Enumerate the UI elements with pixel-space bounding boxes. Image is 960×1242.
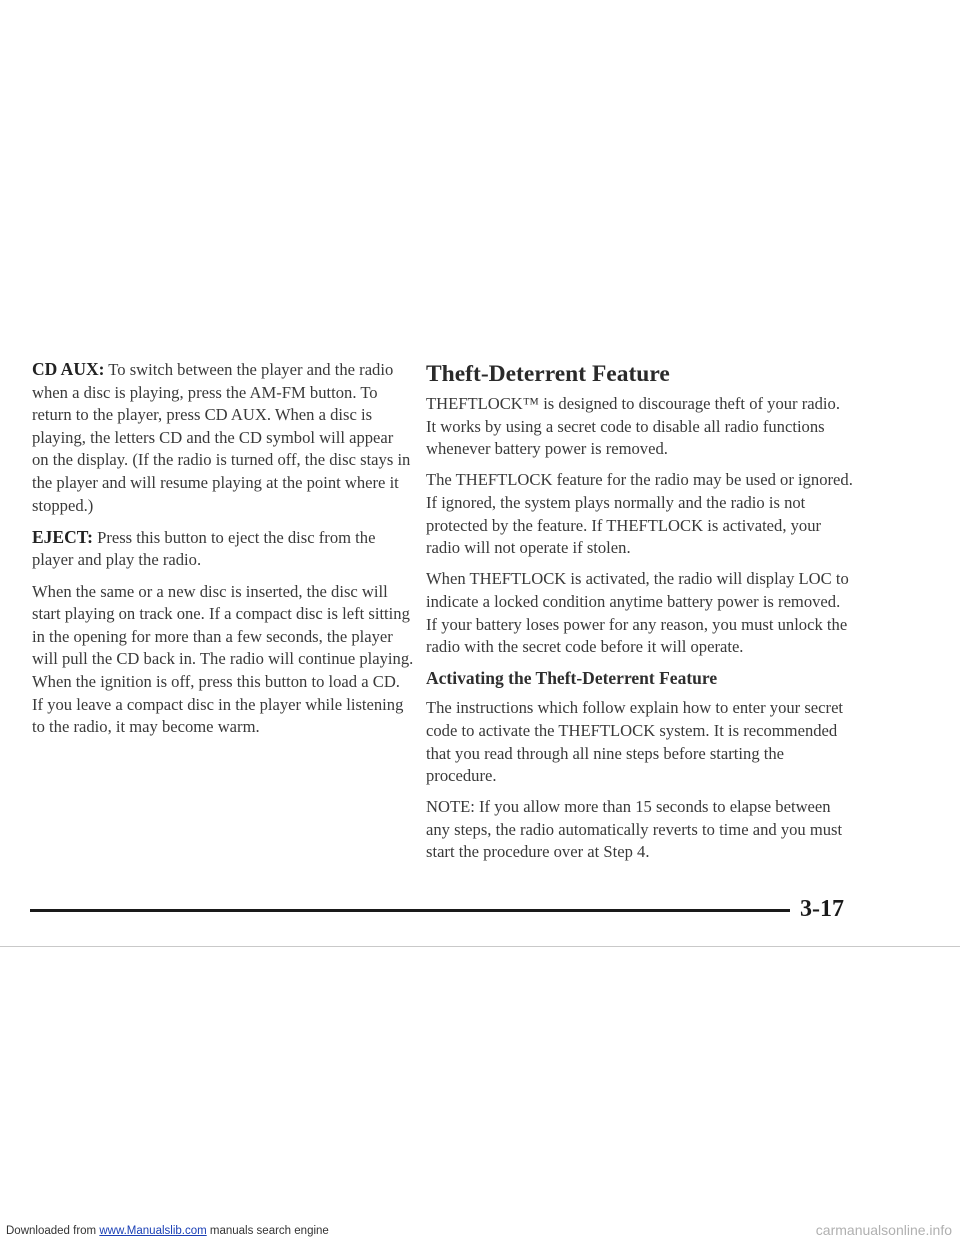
eject-label: EJECT: (32, 526, 93, 547)
download-prefix: Downloaded from (6, 1225, 100, 1237)
section-title: Theft-Deterrent Feature (426, 361, 670, 387)
theftlock-loc-paragraph: When THEFTLOCK is activated, the radio will display LOC to indicate a locked condition anytime battery power is removed. If your battery loses power for any reason, you must unlock the radio with the secret code before it will operate. (426, 569, 849, 657)
watermark: carmanualsonline.info (815, 1222, 952, 1238)
instructions-paragraph: The instructions which follow explain how to enter your secret code to activate the THEFTLOCK system. It is recommended that you read through all nine steps before starting the procedure. (426, 698, 844, 786)
page-number: 3-17 (800, 896, 844, 922)
right-column (426, 360, 854, 873)
disc-insert-paragraph: When the same or a new disc is inserted, the disc will start playing on track one. If a compact disc is left sitting in the opening for more than a few seconds, the player will pull the CD back in. The radio will continue playing. When the ignition is off, press this button to load a CD. If you leave a compact disc in the player while listening to the radio, it may become warm. (32, 581, 414, 737)
eject-text: Press this button to eject the disc from the player and play the radio. (32, 527, 376, 570)
left-column (32, 358, 414, 747)
cd-aux-label: CD AUX: (32, 359, 105, 379)
manualslib-link[interactable]: www.Manualslib.com (99, 1225, 207, 1237)
footer-rule (30, 909, 790, 912)
eject-paragraph (32, 526, 414, 572)
theftlock-usage-paragraph: The THEFTLOCK feature for the radio may be used or ignored. If ignored, the system plays normally and the radio is not protected by the feature. If THEFTLOCK is activated, your radio will not operate if stolen. (426, 470, 853, 558)
note-paragraph: NOTE: If you allow more than 15 seconds to elapse between any steps, the radio automatically reverts to time and you must start the procedure over at Step 4. (426, 797, 843, 862)
download-suffix: manuals search engine (206, 1225, 329, 1237)
page-edge-line (0, 946, 960, 947)
download-banner (6, 1224, 329, 1238)
cd-aux-text: To switch between the player and the radio when a disc is playing, press the AM-FM button. To return to the player, press CD AUX. When a disc is playing, the letters CD and the CD symbol will appear on the display. (If the radio is turned off, the disc stays in the player and will resume playing at the point where it stopped.) (32, 360, 411, 515)
cd-aux-paragraph (32, 358, 414, 517)
section-subtitle: Activating the Theft-Deterrent Feature (426, 668, 718, 689)
theftlock-intro-paragraph: THEFTLOCK™ is designed to discourage theft of your radio. It works by using a secret code to disable all radio functions whenever battery power is removed. (426, 394, 840, 459)
